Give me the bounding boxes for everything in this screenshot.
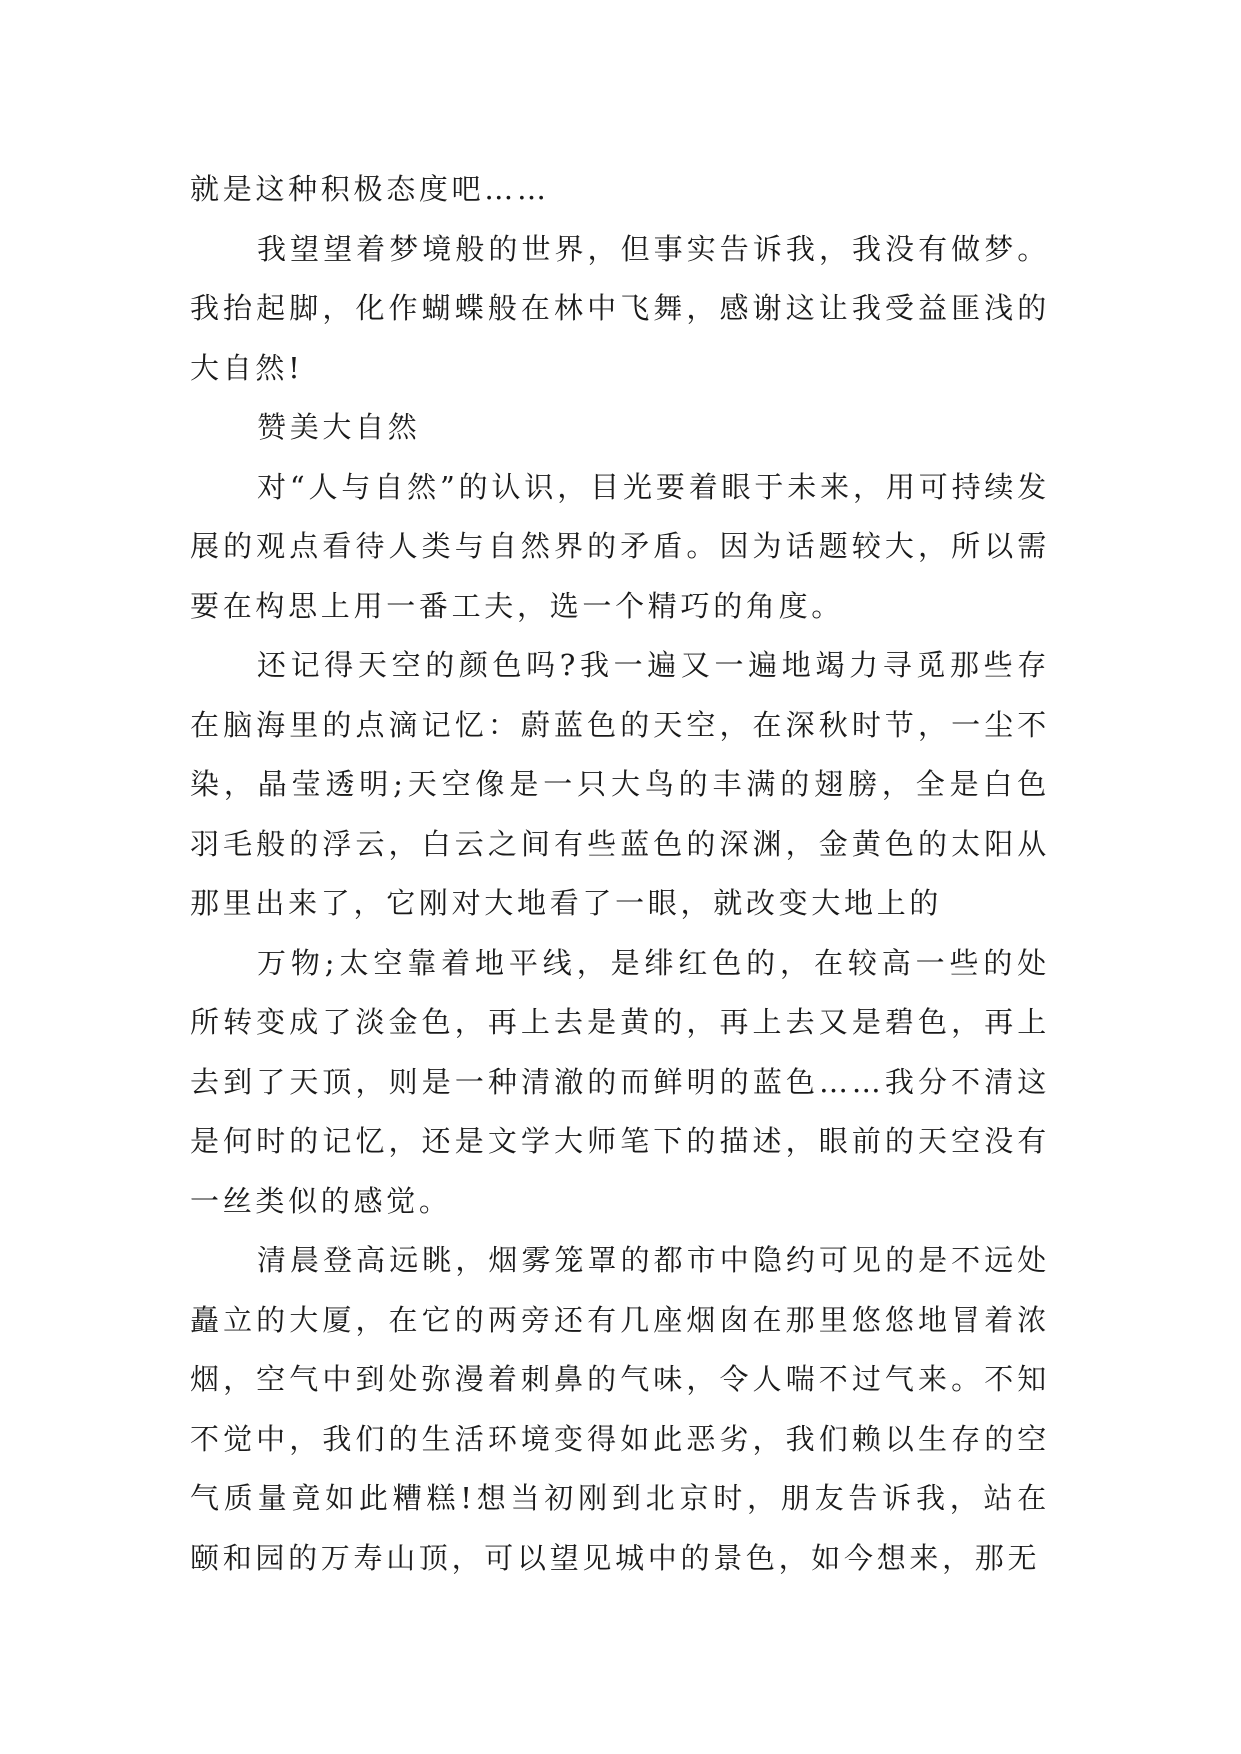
paragraph-city-pollution: 清晨登高远眺，烟雾笼罩的都市中隐约可见的是不远处矗立的大厦，在它的两旁还有几座烟囱在那里悠悠地冒着浓烟，空气中到处弥漫着刺鼻的气味，令人喘不过气来。不知不觉中，我们的生活环境变得如此恶劣，我们赖以生存的空气质量竟如此糟糕!想当初刚到北京时，朋友告诉我，站在颐和园的万寿山顶，可以望见城中的景色，如今想来，那无 — [190, 1243, 1050, 1575]
document-body — [190, 160, 1050, 1588]
paragraph-sky-memory: 还记得天空的颜色吗?我一遍又一遍地竭力寻觅那些存在脑海里的点滴记忆：蔚蓝色的天空，在深秋时节，一尘不染，晶莹透明;天空像是一只大鸟的丰满的翅膀，全是白色羽毛般的浮云，白云之间有些蓝色的深渊，金黄色的太阳从那里出来了，它刚对大地看了一眼，就改变大地上的 — [190, 648, 1050, 920]
paragraph-dream-world: 我望望着梦境般的世界，但事实告诉我，我没有做梦。我抬起脚，化作蝴蝶般在林中飞舞，感谢这让我受益匪浅的大自然! — [190, 231, 1050, 385]
paragraph-sky-colors: 万物;太空靠着地平线，是绯红色的，在较高一些的处所转变成了淡金色，再上去是黄的，再上去又是碧色，再上去到了天顶，则是一种清澈的而鲜明的蓝色……我分不清这是何时的记忆，还是文学大师笔下的描述，眼前的天空没有一丝类似的感觉。 — [190, 945, 1050, 1218]
section-heading: 赞美大自然 — [257, 410, 421, 444]
paragraph-writing-guidance: 对“人与自然”的认识，目光要着眼于未来，用可持续发展的观点看待人类与自然界的矛盾。因为话题较大，所以需要在构思上用一番工夫，选一个精巧的角度。 — [190, 469, 1050, 623]
paragraph-continuation: 就是这种积极态度吧…… — [190, 172, 550, 206]
